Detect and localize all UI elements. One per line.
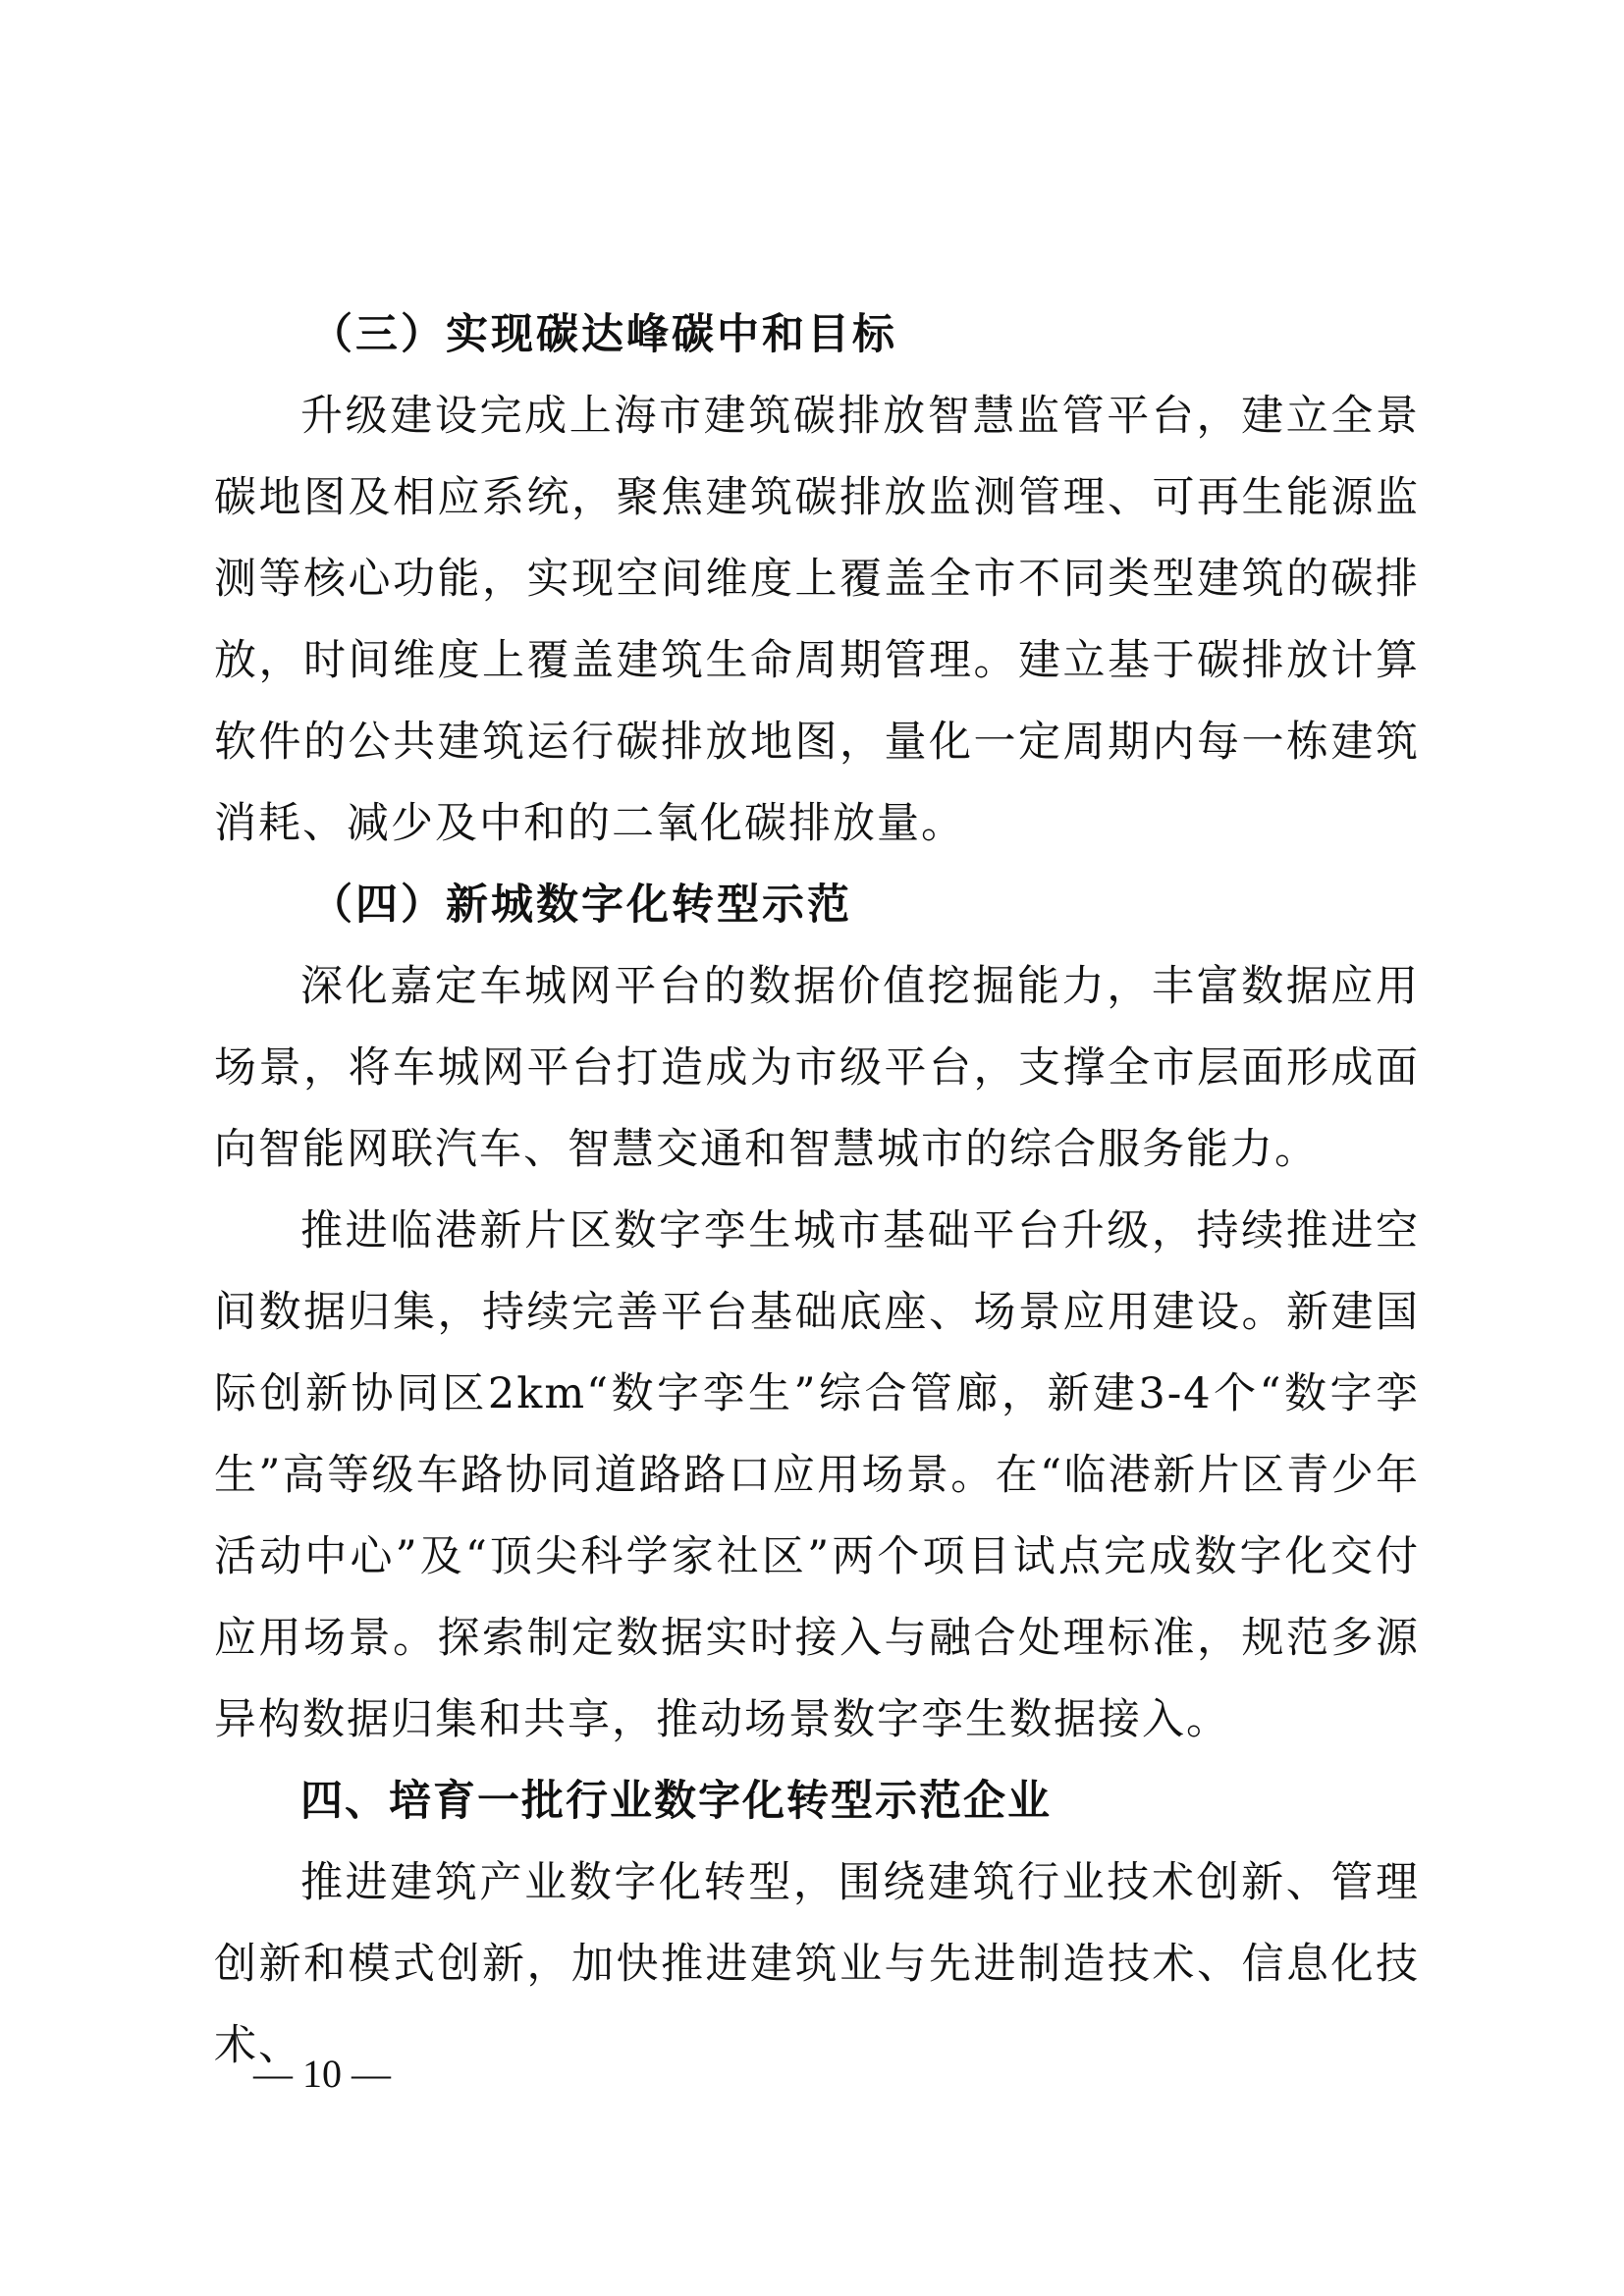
paragraph-construction-digital: 推进建筑产业数字化转型，围绕建筑行业技术创新、管理创新和模式创新，加快推进建筑业与先进制造技术、信息化技术、 — [214, 1858, 1420, 2070]
document-body — [214, 294, 1420, 2087]
paragraph-lingang-digital-twin: 推进临港新片区数字孪生城市基础平台升级，持续推进空间数据归集，持续完善平台基础底座、场景应用建设。新建国际创新协同区2km“数字孪生”综合管廊，新建3-4个“数字孪生”高等级车路协同道路路口应用场景。在“临港新片区青少年活动中心”及“顶尖科学家社区”两个项目试点完成数字化交付应用场景。探索制定数据实时接入与融合处理标准，规范多源异构数据归集和共享，推动场景数字孪生数据接入。 — [214, 1206, 1420, 1744]
paragraph-carbon-platform: 升级建设完成上海市建筑碳排放智慧监管平台，建立全景碳地图及相应系统，聚焦建筑碳排放监测管理、可再生能源监测等核心功能，实现空间维度上覆盖全市不同类型建筑的碳排放，时间维度上覆盖建筑生命周期管理。建立基于碳排放计算软件的公共建筑运行碳排放地图，量化一定周期内每一栋建筑消耗、减少及中和的二氧化碳排放量。 — [214, 392, 1420, 848]
heading-carbon-peak: （三）实现碳达峰碳中和目标 — [310, 310, 897, 359]
heading-industry-demo-enterprises: 四、培育一批行业数字化转型示范企业 — [300, 1777, 1052, 1826]
page-number: — 10 — — [253, 2052, 391, 2096]
heading-new-city-demo: （四）新城数字化转型示范 — [310, 881, 852, 930]
paragraph-jiading-platform: 深化嘉定车城网平台的数据价值挖掘能力，丰富数据应用场景，将车城网平台打造成为市级平台，支撑全市层面形成面向智能网联汽车、智慧交通和智慧城市的综合服务能力。 — [214, 962, 1420, 1174]
